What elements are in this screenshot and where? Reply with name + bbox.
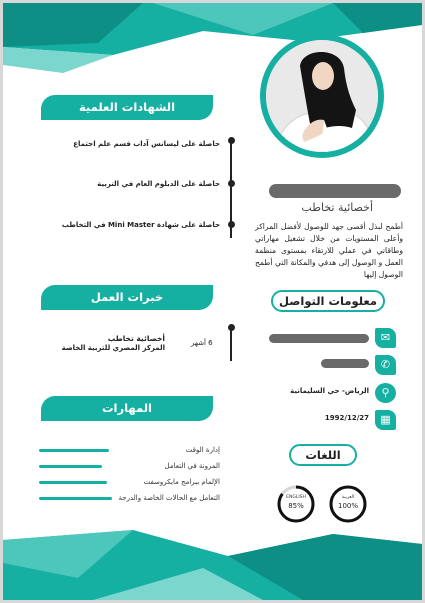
skill-label: إدارة الوقت (185, 446, 220, 454)
skill-label: التعامل مع الحالات الخاصة والدرجة (118, 494, 220, 502)
language-name: ENGLISH (286, 495, 306, 500)
timeline-dot (228, 180, 235, 187)
language-name: العربية (341, 495, 355, 500)
resume-page (3, 3, 422, 600)
location-icon: ⚲ (375, 383, 396, 403)
skill-level-bar (39, 449, 109, 452)
skill-label: المرونة في التعامل (164, 462, 220, 470)
phone-placeholder-bar (321, 359, 369, 368)
language-percent: 85% (288, 502, 304, 510)
address-text: الرياض- حي السليمانية (290, 387, 369, 395)
hijab-woman-illustration (266, 40, 378, 152)
certificates-heading: الشهادات العلمية (41, 95, 213, 120)
skill-level-bar (39, 497, 112, 500)
languages-heading: اللغات (289, 444, 357, 466)
certificate-item: حاصلة على ليسانس آداب قسم علم اجتماع (73, 140, 220, 148)
profile-summary: أطمح لبذل أقصى جهد للوصول لأفضل المراكز وأعلى المستويات من خلال تشغيل مهاراتي وطاقاتي في عملي للارتقاء بمستوى منظمة العمل و الوصول إلى هدفي والمكانة التي أطمح الوصول إليها (255, 222, 403, 279)
skills-heading: المهارات (41, 396, 213, 421)
calendar-icon: ▦ (375, 410, 396, 430)
timeline-dot (228, 137, 235, 144)
birthdate-text: 1992/12/27 (324, 414, 369, 422)
name-placeholder-bar (269, 184, 401, 198)
experience-timeline (230, 327, 232, 361)
experience-place: المركز المصري للتربية الخاصة (61, 344, 165, 352)
skill-level-bar (39, 465, 102, 468)
profile-photo (266, 40, 378, 152)
email-icon: ✉ (375, 328, 396, 348)
skill-level-bar (39, 481, 107, 484)
contact-heading: معلومات التواصل (271, 290, 385, 312)
experience-role: أخصائية تخاطب (107, 334, 165, 343)
experience-heading: خبرات العمل (41, 285, 213, 310)
skill-label: الإلمام ببرامج مايكروسفت (143, 478, 220, 486)
profile-photo-frame (260, 34, 384, 158)
certificate-item: حاصلة على شهادة Mini Master في التخاطب (61, 221, 220, 229)
job-title: أخصائية تخاطب (301, 201, 373, 214)
timeline-dot (228, 221, 235, 228)
experience-duration: 6 أشهر (191, 339, 213, 347)
certificate-item: حاصلة على الدبلوم العام في التربية (97, 180, 220, 188)
email-placeholder-bar (269, 334, 369, 343)
timeline-dot (228, 324, 235, 331)
language-percent: 100% (337, 502, 358, 510)
phone-icon: ✆ (375, 355, 396, 375)
